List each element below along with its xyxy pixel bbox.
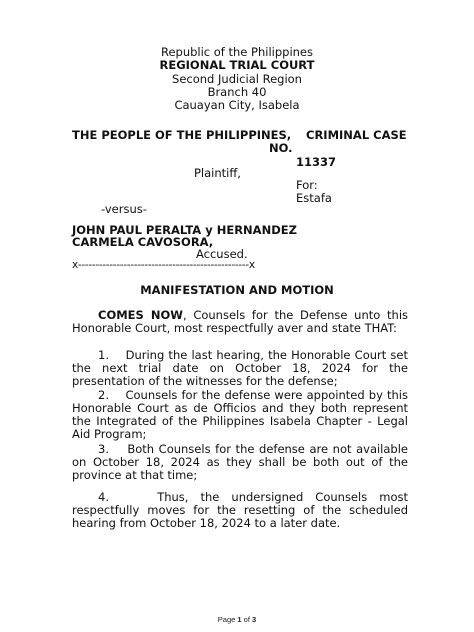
accused-name-2: CARMELA CAVOSORA, bbox=[72, 235, 214, 249]
current-page: 1 bbox=[237, 615, 242, 624]
paragraph-2: 2. Counsels for the defense were appointed by this Honorable Court as de Officios and they both represent the Integrated of the Philippines Isabela Chapter - Legal Aid Program; bbox=[72, 388, 408, 441]
intro-text: , Counsels for the Defense unto this Honorable Court, most respectfully aver and state THAT: bbox=[72, 308, 409, 335]
branch-line: Branch 40 bbox=[207, 85, 267, 99]
paragraph-1: 1. During the last hearing, the Honorable Court set the next trial date on October 18, 2024 for the presentation of the witnesses for the defense; bbox=[72, 348, 408, 388]
intro-paragraph bbox=[72, 309, 408, 335]
people-of-the-philippines: THE PEOPLE OF THE PHILIPPINES, bbox=[72, 128, 292, 142]
page-word: Page bbox=[217, 615, 236, 624]
criminal-case-label: CRIMINAL CASE bbox=[306, 128, 407, 142]
court-name: REGIONAL TRIAL COURT bbox=[159, 58, 315, 72]
case-no-label: NO. bbox=[269, 141, 293, 155]
caption-separator: x-------------------------------------------------x bbox=[72, 259, 255, 271]
offense: Estafa bbox=[296, 191, 332, 205]
of-word: of bbox=[243, 615, 250, 624]
for-label: For: bbox=[296, 178, 318, 192]
plaintiff-label: Plaintiff, bbox=[194, 166, 241, 180]
accused-label: Accused. bbox=[196, 247, 248, 261]
judicial-region: Second Judicial Region bbox=[172, 72, 302, 86]
page-footer bbox=[0, 615, 474, 625]
document-title: MANIFESTATION AND MOTION bbox=[140, 283, 334, 297]
versus-label: -versus- bbox=[101, 202, 147, 216]
total-pages: 3 bbox=[252, 615, 257, 624]
republic-line: Republic of the Philippines bbox=[160, 45, 314, 59]
paragraph-4: 4. Thus, the undersigned Counsels most respectfully moves for the resetting of the scheduled hearing from October 18, 2024 to a later date. bbox=[72, 490, 408, 530]
accused-name-1: JOHN PAUL PERALTA y HERNANDEZ bbox=[72, 223, 297, 237]
case-number: 11337 bbox=[296, 155, 337, 169]
comes-now-lead: COMES NOW bbox=[98, 308, 183, 322]
paragraph-3: 3. Both Counsels for the defense are not available on October 18, 2024 as they shall be both out of the province at that time; bbox=[72, 442, 408, 482]
city-line: Cauayan City, Isabela bbox=[174, 98, 300, 112]
